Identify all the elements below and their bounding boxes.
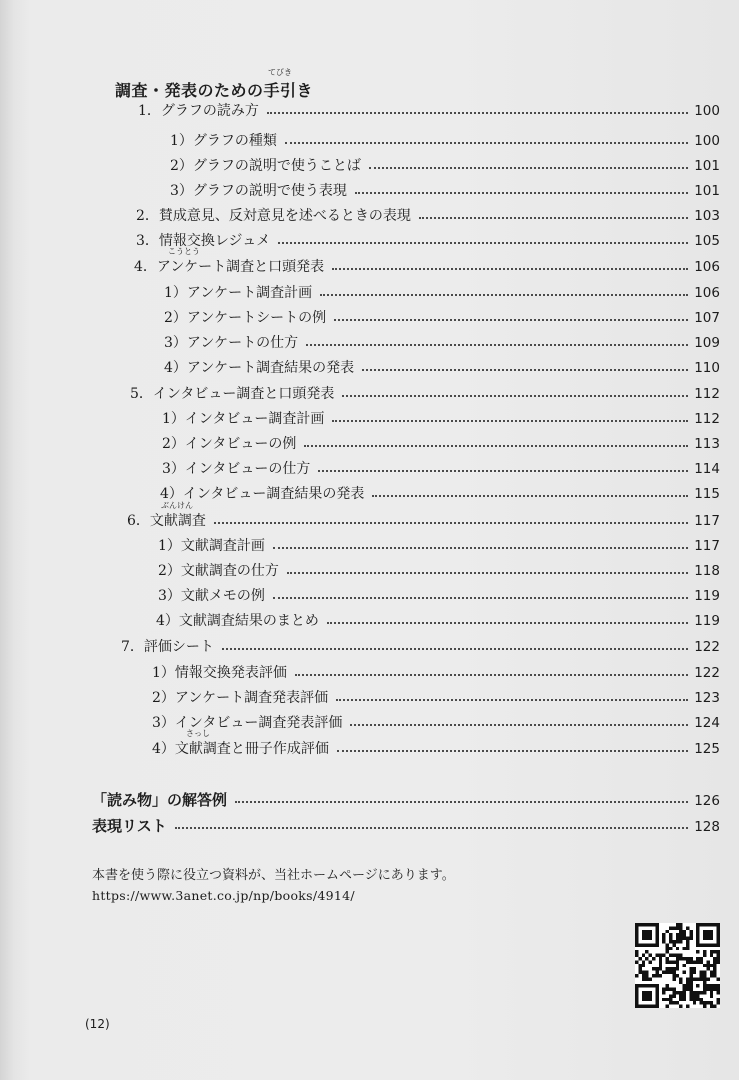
toc-row: [158, 560, 720, 582]
dot-leader: [336, 699, 688, 701]
toc-label: 1）インタビュー調査計画: [162, 411, 325, 427]
toc-row: [170, 155, 720, 177]
dot-leader: [267, 112, 688, 114]
dot-leader: [214, 522, 688, 524]
toc-page-number: 107: [694, 310, 720, 326]
toc-row: [134, 247, 720, 278]
toc-label: 2．賛成意見、反対意見を述べるときの表現: [136, 208, 411, 224]
toc-row: [162, 458, 720, 480]
toc-label: 3）文献メモの例: [158, 588, 265, 604]
dot-leader: [306, 344, 688, 346]
toc-label: 1）グラフの種類: [170, 133, 277, 149]
toc-row: [162, 408, 720, 430]
toc-row: [92, 815, 720, 837]
toc-label: 2）アンケート調査発表評価: [152, 690, 329, 706]
toc-label: 4）文献調査と冊子作成評価: [152, 741, 329, 757]
dot-leader: [350, 724, 688, 726]
toc-label: 2）インタビューの例: [162, 436, 297, 452]
dot-leader: [332, 420, 688, 422]
toc-label: 表現リスト: [92, 817, 167, 835]
section-title: [115, 68, 314, 101]
toc-row: [158, 535, 720, 557]
toc-row: [92, 789, 720, 811]
dot-leader: [285, 142, 688, 144]
toc-row: [160, 483, 720, 505]
toc-row: [164, 282, 720, 304]
dot-leader: [222, 648, 688, 650]
ruby-base: 手引: [263, 81, 297, 100]
toc-page-number: 113: [694, 436, 720, 452]
toc-label: 5．インタビュー調査と口頭発表: [130, 386, 335, 402]
toc-row: [156, 610, 720, 632]
toc-label: 1）文献調査計画: [158, 538, 265, 554]
dot-leader: [273, 597, 688, 599]
toc-row: [121, 636, 720, 658]
toc-page-number: 128: [694, 819, 720, 835]
dot-leader: [355, 192, 688, 194]
ruby-text: さっし: [186, 729, 210, 738]
toc-row: [152, 687, 720, 709]
toc-row: [136, 205, 720, 227]
toc-page-number: 114: [694, 461, 720, 477]
toc-row: [138, 100, 720, 122]
ruby-text: ぶんけん: [161, 501, 193, 510]
toc-label: 4．アンケート調査と口頭発表: [134, 259, 325, 275]
toc-label: 2）グラフの説明で使うことば: [170, 158, 361, 174]
toc-row: [164, 332, 720, 354]
dot-leader: [273, 547, 688, 549]
toc-page-number: 122: [694, 639, 720, 655]
toc-row: [130, 383, 720, 405]
toc-label: 4）インタビュー調査結果の発表: [160, 486, 365, 502]
toc-label: 4）アンケート調査結果の発表: [164, 360, 355, 376]
toc-label: 3）アンケートの仕方: [164, 335, 299, 351]
toc-page-number: 125: [694, 741, 720, 757]
toc-label: 7．評価シート: [121, 639, 214, 655]
ruby-text: てびき: [268, 68, 293, 77]
toc-row: [136, 230, 720, 252]
dot-leader: [342, 395, 688, 397]
toc-page-number: 112: [694, 411, 720, 427]
dot-leader: [304, 445, 688, 447]
toc-row: [152, 712, 720, 734]
dot-leader: [334, 319, 688, 321]
dot-leader: [327, 622, 688, 624]
toc-page-number: 115: [694, 486, 720, 502]
dot-leader: [337, 750, 688, 752]
ruby-group: [263, 68, 297, 101]
toc-label: 3．情報交換レジュメ: [136, 233, 271, 249]
qr-code-icon: [635, 923, 720, 1008]
toc-row: [158, 585, 720, 607]
toc-label: 1）情報交換発表評価: [152, 665, 287, 681]
toc-row: [152, 729, 720, 760]
toc-row: [162, 433, 720, 455]
toc-page-number: 109: [694, 335, 720, 351]
toc-page-number: 119: [694, 613, 720, 629]
toc-label: 3）インタビューの仕方: [162, 461, 311, 477]
dot-leader: [362, 369, 688, 371]
website-note: 本書を使う際に役立つ資料が、当社ホームページにあります。: [92, 868, 455, 883]
toc-page-number: 119: [694, 588, 720, 604]
toc-page-number: 118: [694, 563, 720, 579]
toc-page-number: 122: [694, 665, 720, 681]
dot-leader: [175, 827, 689, 829]
section-title-text: 調査・発表のための: [115, 81, 264, 100]
dot-leader: [320, 294, 688, 296]
toc-page-number: 126: [694, 793, 720, 809]
toc-label: 2）文献調査の仕方: [158, 563, 279, 579]
ruby-text: こうとう: [168, 247, 200, 256]
toc-page-number: 112: [694, 386, 720, 402]
toc-row: [170, 130, 720, 152]
website-url[interactable]: https://www.3anet.co.jp/np/books/4914/: [92, 888, 355, 903]
toc-row: [164, 357, 720, 379]
dot-leader: [278, 242, 688, 244]
page-number: (12): [85, 1017, 110, 1031]
dot-leader: [235, 801, 688, 803]
toc-label: 「読み物」の解答例: [92, 791, 228, 809]
dot-leader: [318, 470, 688, 472]
toc-label: 1．グラフの読み方: [138, 103, 259, 119]
toc-page-number: 117: [694, 513, 720, 529]
toc-page-number: 105: [694, 233, 720, 249]
toc-page-number: 101: [694, 158, 720, 174]
dot-leader: [372, 495, 688, 497]
toc-page-number: 106: [694, 285, 720, 301]
toc-label-wrap: [134, 247, 332, 278]
toc-label-wrap: [152, 729, 337, 760]
toc-page-number: 124: [694, 715, 720, 731]
toc-row: [152, 662, 720, 684]
toc-page-number: 101: [694, 183, 720, 199]
toc-row: [170, 180, 720, 202]
toc-label: 4）文献調査結果のまとめ: [156, 613, 319, 629]
toc-label: 3）グラフの説明で使う表現: [170, 183, 347, 199]
toc-page-number: 103: [694, 208, 720, 224]
toc-row: [127, 501, 720, 532]
toc-page-number: 100: [694, 133, 720, 149]
toc-label-wrap: [127, 501, 214, 532]
toc-page-number: 117: [694, 538, 720, 554]
dot-leader: [295, 674, 688, 676]
dot-leader: [419, 217, 688, 219]
toc-label: 6．文献調査: [127, 513, 206, 529]
toc-label: 3）インタビュー調査発表評価: [152, 715, 343, 731]
toc-label: 2）アンケートシートの例: [164, 310, 327, 326]
dot-leader: [369, 167, 688, 169]
toc-label: 1）アンケート調査計画: [164, 285, 313, 301]
toc-page-number: 110: [694, 360, 720, 376]
toc-row: [164, 307, 720, 329]
toc-page-number: 123: [694, 690, 720, 706]
toc-page-number: 100: [694, 103, 720, 119]
dot-leader: [287, 572, 688, 574]
toc-page-number: 106: [694, 259, 720, 275]
section-title-suffix: き: [296, 81, 314, 100]
dot-leader: [332, 268, 688, 270]
